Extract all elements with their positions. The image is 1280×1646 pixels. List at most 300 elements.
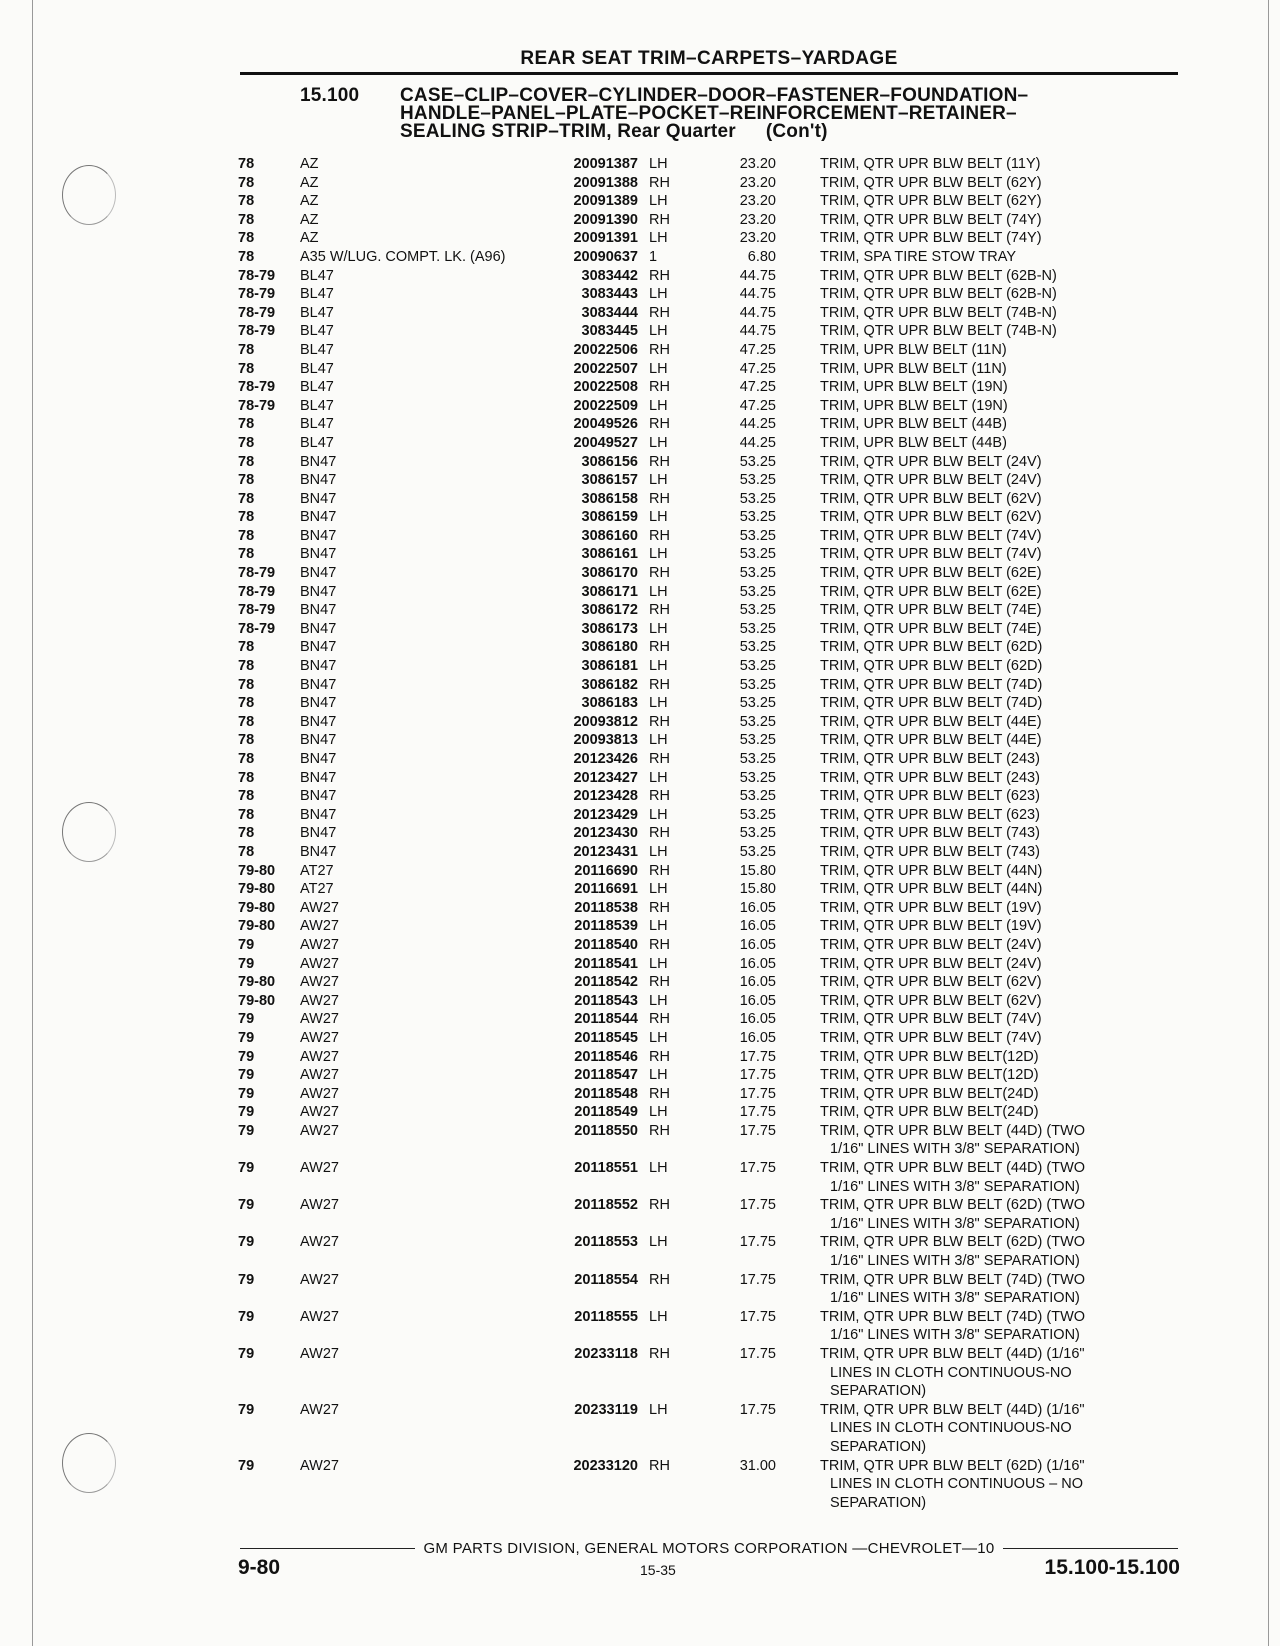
part-row: [238, 304, 1188, 323]
part-number-cell: 3086161: [581, 546, 638, 563]
side-cell: RH: [649, 639, 670, 656]
side-cell: LH: [649, 732, 668, 749]
part-row: [238, 267, 1188, 286]
side-cell: LH: [649, 360, 668, 377]
description-line: TRIM, QTR UPR BLW BELT (19V): [820, 899, 1042, 916]
part-number-cell: 20118539: [574, 918, 638, 935]
part-row: [238, 843, 1188, 862]
description-line: TRIM, QTR UPR BLW BELT (62E): [820, 565, 1042, 582]
description-line: TRIM, QTR UPR BLW BELT (62B-N): [820, 286, 1057, 303]
part-number-cell: 3086170: [581, 565, 638, 582]
description-line: TRIM, QTR UPR BLW BELT (62Y): [820, 193, 1042, 210]
description-cell: [820, 787, 1182, 806]
price-cell: 53.25: [739, 472, 776, 489]
description-cell: [820, 620, 1182, 639]
year-cell: 78: [238, 639, 255, 656]
side-cell: RH: [649, 416, 670, 433]
side-cell: LH: [649, 1308, 668, 1325]
side-cell: RH: [649, 453, 670, 470]
model-cell: AW27: [300, 1122, 339, 1139]
description-line: TRIM, QTR UPR BLW BELT (62D): [820, 639, 1043, 656]
description-line: TRIM, QTR UPR BLW BELT (44D) (TWO: [820, 1160, 1086, 1177]
side-cell: LH: [649, 230, 668, 247]
side-cell: LH: [649, 323, 668, 340]
side-cell: LH: [649, 472, 668, 489]
side-cell: LH: [649, 1029, 668, 1046]
part-row: [238, 601, 1188, 620]
model-cell: BN47: [300, 713, 337, 730]
description-line: TRIM, QTR UPR BLW BELT (74D): [820, 695, 1043, 712]
model-cell: BN47: [300, 602, 337, 619]
part-row: [238, 1159, 1188, 1196]
side-cell: LH: [649, 193, 668, 210]
price-cell: 53.25: [739, 732, 776, 749]
price-cell: 17.75: [739, 1048, 776, 1065]
side-cell: RH: [649, 751, 670, 767]
model-cell: BN47: [300, 527, 337, 544]
part-row: [238, 248, 1188, 267]
year-cell: 78-79: [238, 379, 276, 396]
part-row: [238, 936, 1188, 955]
part-row: [238, 638, 1188, 657]
side-cell: RH: [649, 1457, 670, 1474]
side-cell: RH: [649, 825, 670, 842]
description-cell: [820, 285, 1182, 304]
price-cell: 16.05: [739, 955, 776, 972]
price-cell: 53.25: [739, 453, 776, 470]
price-cell: 17.75: [739, 1067, 776, 1084]
part-number-cell: 20049527: [573, 434, 638, 451]
price-cell: 47.25: [739, 397, 776, 414]
page-edge-left: [32, 0, 33, 1646]
description-cell: [820, 1457, 1182, 1513]
model-cell: AW27: [300, 1346, 339, 1362]
description-cell: [820, 676, 1182, 695]
model-cell: BN47: [300, 825, 337, 842]
model-cell: BL47: [300, 379, 334, 396]
part-number-cell: 20118544: [574, 1011, 638, 1028]
price-cell: 16.05: [739, 1011, 776, 1028]
price-cell: 44.75: [739, 267, 776, 284]
price-cell: 53.25: [739, 676, 776, 693]
year-cell: 78-79: [238, 583, 276, 600]
year-cell: 79-80: [238, 862, 276, 879]
description-cell: [820, 1010, 1182, 1029]
model-cell: BL47: [300, 341, 334, 358]
side-cell: LH: [649, 1067, 668, 1084]
part-row: [238, 545, 1188, 564]
description-cell: [820, 453, 1182, 472]
description-cell: [820, 583, 1182, 602]
year-cell: 78-79: [238, 565, 276, 582]
description-line: TRIM, QTR UPR BLW BELT (74D) (TWO: [820, 1271, 1086, 1288]
price-cell: 44.75: [739, 286, 776, 303]
footer-line: [240, 1540, 1178, 1557]
description-cell: [820, 973, 1182, 992]
part-row: [238, 806, 1188, 825]
side-cell: LH: [649, 843, 668, 860]
part-row: [238, 787, 1188, 806]
side-cell: LH: [649, 583, 668, 600]
model-cell: AW27: [300, 992, 339, 1009]
year-cell: 78: [238, 434, 255, 451]
price-cell: 16.05: [739, 936, 776, 953]
part-number-cell: 3086157: [581, 472, 638, 489]
side-cell: LH: [649, 1401, 668, 1418]
description-cell: [820, 322, 1182, 341]
part-number-cell: 3083442: [581, 267, 638, 284]
price-cell: 53.25: [739, 806, 776, 823]
part-row: [238, 1271, 1188, 1308]
description-line: TRIM, QTR UPR BLW BELT (62D) (TWO: [820, 1234, 1086, 1251]
part-row: [238, 434, 1188, 453]
price-cell: 16.05: [739, 992, 776, 1009]
year-cell: 79: [238, 1160, 255, 1177]
part-row: [238, 992, 1188, 1011]
model-cell: AZ: [300, 156, 319, 172]
description-line: TRIM, QTR UPR BLW BELT (74B-N): [820, 304, 1057, 321]
part-number-cell: 20090637: [573, 248, 638, 265]
year-cell: 78: [238, 527, 255, 544]
model-cell: AZ: [300, 174, 319, 191]
price-cell: 23.20: [739, 156, 776, 172]
description-line: SEPARATION): [830, 1494, 927, 1511]
description-cell: [820, 1401, 1182, 1457]
description-line: TRIM, UPR BLW BELT (44B): [820, 434, 1007, 451]
part-row: [238, 1066, 1188, 1085]
year-cell: 78: [238, 788, 255, 805]
part-number-cell: 20022507: [573, 360, 638, 377]
part-row: [238, 192, 1188, 211]
side-cell: RH: [649, 1197, 670, 1214]
part-row: [238, 1196, 1188, 1233]
year-cell: 78: [238, 843, 255, 860]
part-number-cell: 20116690: [574, 862, 638, 879]
part-number-cell: 3083444: [581, 304, 638, 321]
part-row: [238, 1345, 1188, 1401]
side-cell: RH: [649, 379, 670, 396]
year-cell: 79: [238, 1104, 255, 1121]
description-line: TRIM, QTR UPR BLW BELT (74V): [820, 1029, 1042, 1046]
part-row: [238, 1233, 1188, 1270]
part-row: [238, 694, 1188, 713]
description-line: LINES IN CLOTH CONTINUOUS – NO: [830, 1476, 1083, 1493]
model-cell: AW27: [300, 1048, 339, 1065]
side-cell: LH: [649, 918, 668, 935]
year-cell: 79: [238, 1067, 255, 1084]
description-cell: [820, 731, 1182, 750]
year-cell: 79: [238, 1197, 255, 1214]
part-number-cell: 20118554: [574, 1271, 638, 1288]
year-cell: 79-80: [238, 992, 276, 1009]
binder-hole-top: [62, 165, 116, 225]
price-cell: 17.75: [739, 1401, 776, 1418]
footer-rule-left: [240, 1548, 415, 1549]
description-line: TRIM, QTR UPR BLW BELT (74B-N): [820, 323, 1057, 340]
part-number-cell: 3086171: [581, 583, 638, 600]
side-cell: LH: [649, 434, 668, 451]
price-cell: 15.80: [739, 881, 776, 898]
model-cell: BN47: [300, 769, 337, 786]
description-cell: [820, 1103, 1182, 1122]
price-cell: 53.25: [739, 620, 776, 637]
model-cell: BN47: [300, 806, 337, 823]
price-cell: 16.05: [739, 1029, 776, 1046]
description-line: TRIM, UPR BLW BELT (11N): [820, 360, 1007, 377]
price-cell: 53.25: [739, 583, 776, 600]
side-cell: RH: [649, 174, 670, 191]
part-row: [238, 955, 1188, 974]
model-cell: AZ: [300, 211, 319, 228]
price-cell: 17.75: [739, 1085, 776, 1102]
side-cell: RH: [649, 1011, 670, 1028]
price-cell: 53.25: [739, 509, 776, 526]
description-cell: [820, 1271, 1182, 1308]
description-cell: [820, 378, 1182, 397]
description-line: 1/16" LINES WITH 3/8" SEPARATION): [830, 1253, 1080, 1270]
year-cell: 78: [238, 546, 255, 563]
description-cell: [820, 1085, 1182, 1104]
side-cell: RH: [649, 1271, 670, 1288]
side-cell: RH: [649, 304, 670, 321]
side-cell: RH: [649, 1048, 670, 1065]
description-cell: [820, 936, 1182, 955]
description-line: TRIM, QTR UPR BLW BELT (44E): [820, 713, 1042, 730]
part-number-cell: 20093812: [573, 713, 638, 730]
model-cell: BN47: [300, 453, 337, 470]
model-cell: BL47: [300, 304, 334, 321]
model-cell: BL47: [300, 323, 334, 340]
part-row: [238, 1308, 1188, 1345]
part-number-cell: 3083445: [581, 323, 638, 340]
model-cell: AW27: [300, 1104, 339, 1121]
part-number-cell: 20233119: [574, 1401, 638, 1418]
description-cell: [820, 1345, 1182, 1401]
year-cell: 79: [238, 1401, 255, 1418]
price-cell: 53.25: [739, 490, 776, 507]
side-cell: LH: [649, 769, 668, 786]
year-cell: 78-79: [238, 620, 276, 637]
part-number-cell: 20091387: [573, 156, 638, 172]
model-cell: AW27: [300, 974, 339, 991]
parts-list: [238, 155, 1188, 1512]
description-cell: [820, 1029, 1182, 1048]
price-cell: 23.20: [739, 211, 776, 228]
description-line: TRIM, QTR UPR BLW BELT (24V): [820, 453, 1042, 470]
year-cell: 78: [238, 490, 255, 507]
year-cell: 78: [238, 341, 255, 358]
part-row: [238, 583, 1188, 602]
part-row: [238, 155, 1188, 174]
section-title-line-2: HANDLE–PANEL–PLATE–POCKET–REINFORCEMENT–RETAINER–: [400, 103, 1017, 124]
model-cell: A35 W/LUG. COMPT. LK. (A96): [300, 248, 506, 265]
model-cell: BN47: [300, 546, 337, 563]
description-line: TRIM, QTR UPR BLW BELT (623): [820, 788, 1040, 805]
description-line: TRIM, QTR UPR BLW BELT (74V): [820, 1011, 1042, 1028]
description-line: LINES IN CLOTH CONTINUOUS-NO: [830, 1420, 1072, 1437]
year-cell: 79: [238, 1048, 255, 1065]
part-number-cell: 3086158: [581, 490, 638, 507]
side-cell: RH: [649, 602, 670, 619]
description-line: TRIM, QTR UPR BLW BELT (62B-N): [820, 267, 1057, 284]
side-cell: RH: [649, 862, 670, 879]
price-cell: 53.25: [739, 639, 776, 656]
description-line: TRIM, QTR UPR BLW BELT (74Y): [820, 211, 1042, 228]
description-line: TRIM, QTR UPR BLW BELT (62V): [820, 974, 1042, 991]
side-cell: RH: [649, 490, 670, 507]
description-line: LINES IN CLOTH CONTINUOUS-NO: [830, 1364, 1072, 1381]
price-cell: 17.75: [739, 1122, 776, 1139]
side-cell: LH: [649, 397, 668, 414]
header-rule: [240, 72, 1178, 75]
price-cell: 53.25: [739, 602, 776, 619]
description-line: 1/16" LINES WITH 3/8" SEPARATION): [830, 1178, 1080, 1195]
description-line: TRIM, QTR UPR BLW BELT (62E): [820, 583, 1042, 600]
description-line: TRIM, QTR UPR BLW BELT (623): [820, 806, 1040, 823]
description-line: TRIM, UPR BLW BELT (19N): [820, 379, 1008, 396]
description-cell: [820, 657, 1182, 676]
side-cell: RH: [649, 899, 670, 916]
description-cell: [820, 1048, 1182, 1067]
side-cell: RH: [649, 936, 670, 953]
description-cell: [820, 267, 1182, 286]
model-cell: AT27: [300, 881, 334, 898]
description-line: TRIM, QTR UPR BLW BELT (44D) (TWO: [820, 1122, 1086, 1139]
model-cell: BL47: [300, 286, 334, 303]
side-cell: LH: [649, 546, 668, 563]
part-row: [238, 750, 1188, 769]
price-cell: 17.75: [739, 1308, 776, 1325]
part-number-cell: 20123430: [573, 825, 638, 842]
price-cell: 44.75: [739, 323, 776, 340]
year-cell: 78: [238, 732, 255, 749]
year-cell: 78: [238, 230, 255, 247]
part-row: [238, 1457, 1188, 1513]
description-line: TRIM, QTR UPR BLW BELT (11Y): [820, 156, 1041, 172]
model-cell: AT27: [300, 862, 334, 879]
year-cell: 78: [238, 193, 255, 210]
section-title: [400, 87, 1180, 141]
part-row: [238, 415, 1188, 434]
description-line: TRIM, UPR BLW BELT (11N): [820, 341, 1007, 358]
year-cell: 79-80: [238, 974, 276, 991]
price-cell: 17.75: [739, 1160, 776, 1177]
side-cell: RH: [649, 267, 670, 284]
model-cell: AW27: [300, 1011, 339, 1028]
side-cell: RH: [649, 1085, 670, 1102]
part-number-cell: 3086183: [581, 695, 638, 712]
part-number-cell: 3086160: [581, 527, 638, 544]
description-line: TRIM, QTR UPR BLW BELT (24V): [820, 472, 1042, 489]
part-row: [238, 769, 1188, 788]
description-line: 1/16" LINES WITH 3/8" SEPARATION): [830, 1141, 1080, 1158]
model-cell: BL47: [300, 416, 334, 433]
binder-hole-bottom: [62, 1433, 116, 1493]
part-number-cell: 3086172: [581, 602, 638, 619]
part-row: [238, 527, 1188, 546]
price-cell: 44.75: [739, 304, 776, 321]
description-line: TRIM, QTR UPR BLW BELT (24V): [820, 955, 1042, 972]
side-cell: RH: [649, 341, 670, 358]
model-cell: AZ: [300, 193, 319, 210]
description-cell: [820, 527, 1182, 546]
year-cell: 78: [238, 676, 255, 693]
part-number-cell: 20091389: [573, 193, 638, 210]
part-number-cell: 20233118: [574, 1346, 638, 1362]
description-line: TRIM, QTR UPR BLW BELT (743): [820, 825, 1040, 842]
part-row: [238, 211, 1188, 230]
description-cell: [820, 341, 1182, 360]
part-number-cell: 20118540: [574, 936, 638, 953]
description-cell: [820, 304, 1182, 323]
part-row: [238, 731, 1188, 750]
description-cell: [820, 638, 1182, 657]
model-cell: AZ: [300, 230, 319, 247]
description-cell: [820, 899, 1182, 918]
description-cell: [820, 248, 1182, 267]
year-cell: 79: [238, 936, 255, 953]
description-cell: [820, 155, 1182, 174]
part-number-cell: 20022509: [573, 397, 638, 414]
year-cell: 79: [238, 1029, 255, 1046]
side-cell: RH: [649, 1122, 670, 1139]
footer-section-range: 15.100-15.100: [1044, 1556, 1180, 1579]
price-cell: 53.25: [739, 546, 776, 563]
price-cell: 6.80: [747, 248, 776, 265]
year-cell: 79: [238, 1346, 255, 1362]
description-line: TRIM, QTR UPR BLW BELT (243): [820, 769, 1040, 786]
description-line: TRIM, SPA TIRE STOW TRAY: [820, 248, 1017, 265]
year-cell: 79: [238, 955, 255, 972]
description-cell: [820, 1233, 1182, 1270]
part-number-cell: 3086173: [581, 620, 638, 637]
description-line: TRIM, QTR UPR BLW BELT (74D): [820, 676, 1043, 693]
description-line: TRIM, QTR UPR BLW BELT (62V): [820, 509, 1042, 526]
description-cell: [820, 824, 1182, 843]
section-title-line-1: CASE–CLIP–COVER–CYLINDER–DOOR–FASTENER–FOUNDATION–: [400, 85, 1029, 106]
year-cell: 78: [238, 453, 255, 470]
part-number-cell: 20118550: [574, 1122, 638, 1139]
part-row: [238, 360, 1188, 379]
year-cell: 79: [238, 1234, 255, 1251]
description-line: TRIM, QTR UPR BLW BELT (74E): [820, 620, 1042, 637]
description-line: SEPARATION): [830, 1438, 927, 1455]
part-number-cell: 20123426: [573, 751, 638, 767]
model-cell: AW27: [300, 1067, 339, 1084]
part-row: [238, 229, 1188, 248]
description-cell: [820, 490, 1182, 509]
side-cell: RH: [649, 713, 670, 730]
price-cell: 17.75: [739, 1271, 776, 1288]
model-cell: AW27: [300, 1308, 339, 1325]
part-row: [238, 1103, 1188, 1122]
year-cell: 78-79: [238, 304, 276, 321]
model-cell: AW27: [300, 1029, 339, 1046]
year-cell: 78: [238, 174, 255, 191]
side-cell: LH: [649, 620, 668, 637]
description-cell: [820, 955, 1182, 974]
description-line: TRIM, QTR UPR BLW BELT (74Y): [820, 230, 1042, 247]
year-cell: 79-80: [238, 881, 276, 898]
year-cell: 78: [238, 769, 255, 786]
side-cell: RH: [649, 1346, 670, 1362]
description-line: TRIM, QTR UPR BLW BELT (62D) (TWO: [820, 1197, 1086, 1214]
part-number-cell: 20091388: [573, 174, 638, 191]
year-cell: 78: [238, 248, 255, 265]
part-number-cell: 20118547: [574, 1067, 638, 1084]
year-cell: 78-79: [238, 286, 276, 303]
price-cell: 53.25: [739, 565, 776, 582]
